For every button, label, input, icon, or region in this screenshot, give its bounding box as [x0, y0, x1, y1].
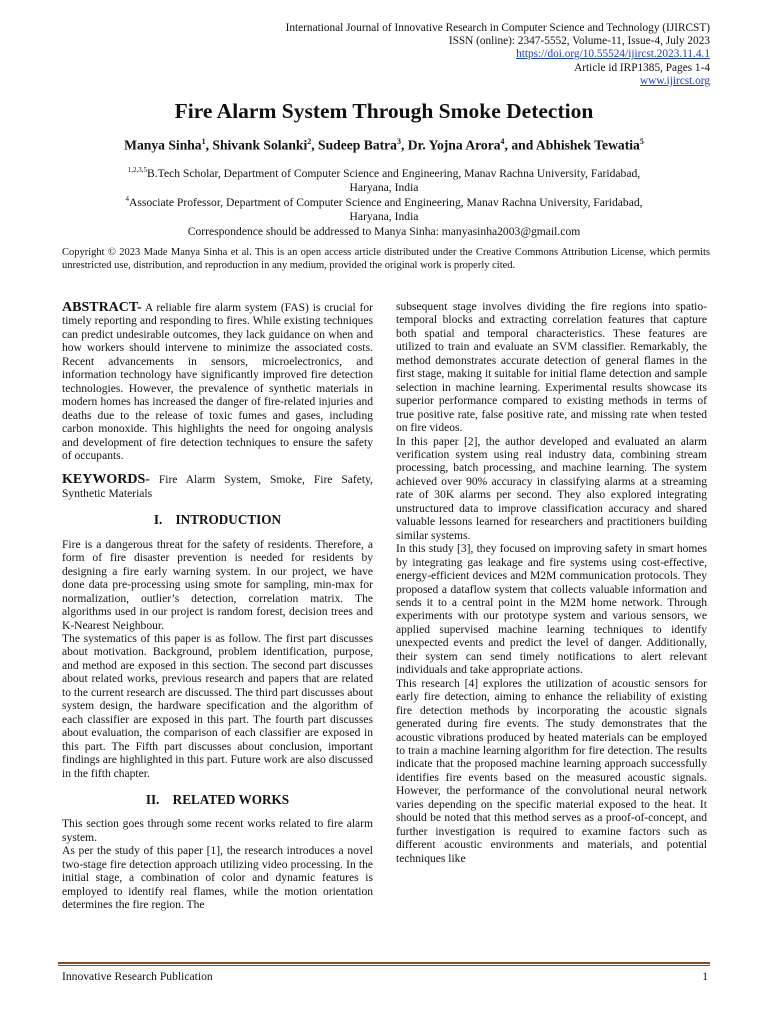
author-sup: 3	[396, 137, 401, 146]
section-heading-related-works: II. RELATED WORKS	[145, 791, 290, 807]
left-column	[62, 301, 373, 913]
website-link[interactable]: www.ijircst.org	[640, 74, 710, 87]
journal-header	[286, 22, 710, 88]
paragraph: subsequent stage involves dividing the fire regions into spatio-temporal blocks and extracting correlation features that capture both spatial and temporal characteristics. These features are utilized to train and evaluate an SVM classifier. Remarkably, the method demonstrates accurate detection of general flames in the first stage, making it suitable for initial flame detection and sample selection in machine learning. Experimental results showcase its superior performance compared to existing methods in terms of true positive rate, false positive rate, and missing rate when tested on fire videos.	[396, 301, 707, 435]
author-name: Shivank Solanki	[212, 137, 308, 153]
affiliation-1: $^{1,2,3,5}$B.Tech Scholar, Department of Computer Science and Engineering, Manav Rachna University, Faridabad, Haryana, India	[127, 166, 641, 195]
right-column	[396, 301, 707, 866]
journal-name: International Journal of Innovative Research in Computer Science and Technology (IJIRCST)	[285, 22, 710, 34]
paragraph: The systematics of this paper is as follow. The first part discusses about motivation. Background, problem identification, purpose, and method are exposed in this section. The second part discusses about related works, previous research and papers that are related to the current research are discussed. The third part discusses about system design, the hardware specification and the algorithm of each classifier are exposed in this part. The fourth part discusses about evaluation, the comparison of each classifier are exposed in this part. The Fifth part discusses about conclusion, important findings are highlighted in this part. Future work are also discussed in the fifth chapter.	[62, 632, 373, 780]
author-name: Abhishek Tewatia	[535, 137, 640, 153]
correspondence: Correspondence should be addressed to Manya Sinha: manyasinha2003@gmail.com	[187, 225, 581, 238]
author-name: Sudeep Batra	[318, 137, 397, 153]
author-name: Manya Sinha	[124, 137, 202, 153]
paragraph: This research [4] explores the utilization of acoustic sensors for early fire detection, aiming to enhance the reliability of existing fire detection methods by incorporating the acoustic signals generated during fire events. The study demonstrates that the acoustic vibrations produced by heated materials can be employed to train a machine learning algorithm for fire detection. The results indicate that the proposed machine learning approach successfully identifies fire events based on the measured acoustic signals. However, the performance of the convolutional neural network varies depending on the specific material exposed to the heat. It should be noted that this method serves as a proof-of-concept, and further investigation is required to examine factors such as different acoustic environments and materials, and potential techniques like	[396, 677, 707, 865]
footer-rule	[58, 962, 710, 964]
abstract: ABSTRACT- A reliable fire alarm system (FAS) is crucial for timely reporting and responding to fires. While existing techniques can predict undesirable outcomes, they lack guidance on when and how workers should intervene to minimize the associated costs. Recent advancements in sensors, microelectronics, and information technology have significantly improved fire detection technologies. However, the prevalence of synthetic materials in modern homes has increased the danger of fire-related injuries and deaths due to the release of toxic fumes and gases, including carbon monoxide. This highlights the need for ongoing analysis and development of fire detection techniques to ensure the safety of occupants.	[62, 300, 373, 462]
keywords: KEYWORDS- Fire Alarm System, Smoke, Fire Safety, Synthetic Materials	[62, 472, 373, 500]
author-list: Manya Sinha$^1$, Shivank Solanki$^2$, Sudeep Batra$^3$, Dr. Yojna Arora$^4$, and Abhishek Tewatia$^5$	[124, 137, 644, 153]
page-number: 1	[702, 970, 708, 983]
author-sup: 4	[500, 137, 505, 146]
footer-publisher: Innovative Research Publication	[62, 970, 213, 983]
paper-title: Fire Alarm System Through Smoke Detection	[174, 99, 594, 123]
doi-link[interactable]: https://doi.org/10.55524/ijircst.2023.11.4.1	[516, 48, 710, 61]
paragraph: In this study [3], they focused on improving safety in smart homes by integrating gas leakage and fire systems using cost-effective, energy-efficient devices and M2M communication protocols. They proposed a dataflow system that collects valuable information and sends it to a central point in the M2M home network. Through experiments with our prototype system and various sensors, we applied supervised machine learning techniques to identify unexpected events and predict the level of danger. Additionally, their system can send timely notifications to alert relevant individuals and take appropriate actions.	[396, 543, 707, 677]
paragraph: In this paper [2], the author developed and evaluated an alarm verification system using real industry data, combining stream processing, batch processing, and machine learning. The system achieved over 90% accuracy in classifying alarms at a streaming rate of 30K alarms per second. They also explored integrating unstructured data to improve classification accuracy and shared valuable lessons learned for researchers and practitioners building similar systems.	[396, 435, 707, 542]
article-id: Article id IRP1385, Pages 1-4	[574, 61, 710, 74]
footer-rule-thin	[58, 965, 710, 966]
author-sup: 2	[307, 137, 312, 146]
affiliation-2: $^4$Associate Professor, Department of Computer Science and Engineering, Manav Rachna University, Faridabad, Haryana, India	[125, 195, 643, 224]
section-heading-introduction: I. INTRODUCTION	[153, 512, 282, 528]
paragraph: This section goes through some recent works related to fire alarm system.	[62, 818, 373, 844]
paragraph: Fire is a dangerous threat for the safety of residents. Therefore, a form of fire disaster prevention is needed for residents by designing a fire early warning system. In our project, we have done data pre-processing using smote for sampling, min-max for normalization, outlier’s detection, correlation matrix. The algorithms used in our project is random forest, decision trees and K-Nearest Neighbour.	[62, 538, 373, 632]
issn-line: ISSN (online): 2347-5552, Volume-11, Issue-4, July 2023	[448, 35, 710, 48]
author-sup: 1	[201, 137, 206, 146]
paragraph: As per the study of this paper [1], the research introduces a novel two-stage fire detection approach utilizing video processing. In the initial stage, a combination of color and dynamic features is employed to identify real flames, while the motion orientation determines the fire region. The	[62, 845, 373, 912]
copyright-notice: Copyright © 2023 Made Manya Sinha et al. This is an open access article distributed under the Creative Commons Attribution License, which permits unrestricted use, distribution, and reproduction in any medium, provided the original work is properly cited.	[62, 247, 710, 271]
author-sup: 5	[639, 137, 644, 146]
author-name: Dr. Yojna Arora	[407, 137, 501, 153]
